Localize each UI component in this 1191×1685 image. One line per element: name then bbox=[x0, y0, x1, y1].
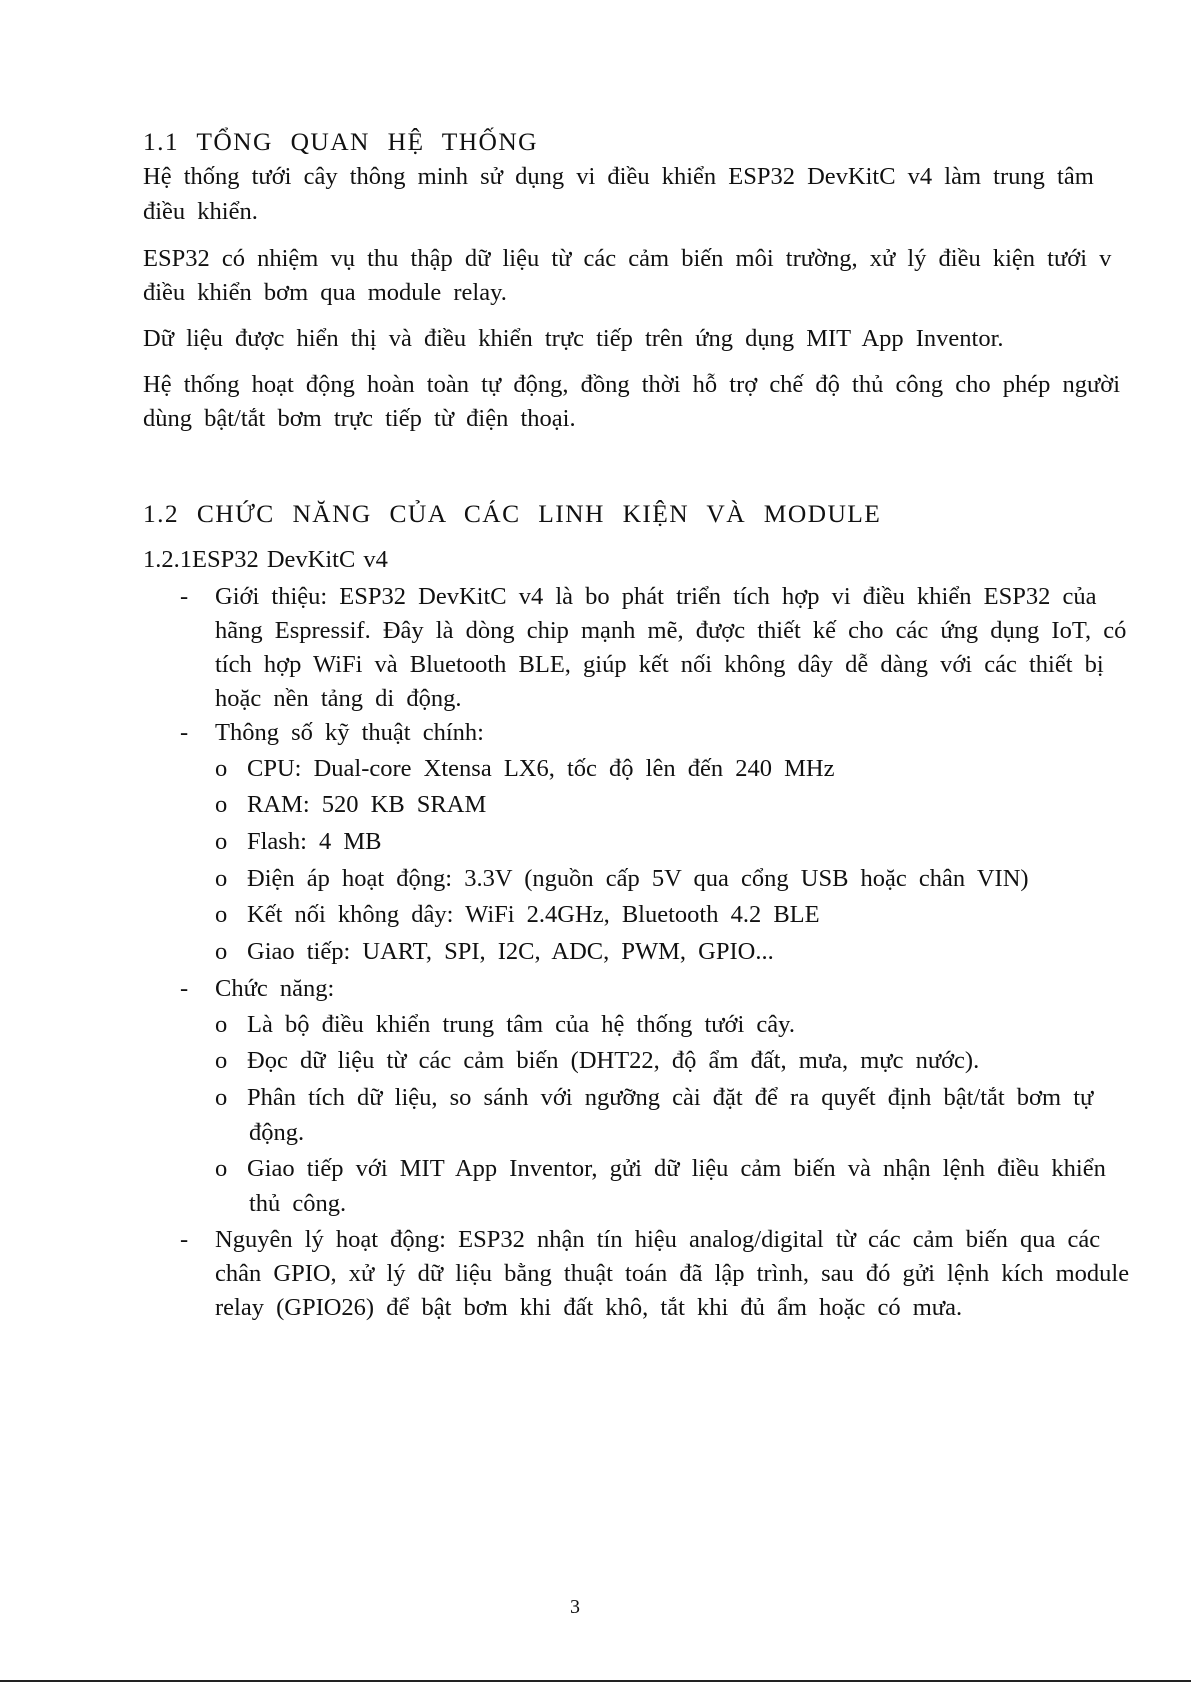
bullet-marker: o bbox=[215, 1011, 228, 1038]
bullet-marker: o bbox=[215, 938, 228, 965]
bullet-marker: o bbox=[215, 755, 228, 782]
function-item: Đọc dữ liệu từ các cảm biến (DHT22, độ ẩm đất, mưa, mực nước). bbox=[247, 1047, 980, 1074]
list-item-line: relay (GPIO26) để bật bơm khi đất khô, tắt khi đủ ẩm hoặc có mưa. bbox=[215, 1294, 963, 1321]
dash-marker: - bbox=[180, 1226, 189, 1253]
list-item-line: chân GPIO, xử lý dữ liệu bằng thuật toán đã lập trình, sau đó gửi lệnh kích module bbox=[215, 1260, 1130, 1287]
dash-marker: - bbox=[180, 975, 189, 1002]
list-item-line: Chức năng: bbox=[215, 975, 335, 1002]
list-item-line: Nguyên lý hoạt động: ESP32 nhận tín hiệu analog/digital từ các cảm biến qua các bbox=[215, 1226, 1101, 1253]
function-item: Giao tiếp với MIT App Inventor, gửi dữ liệu cảm biến và nhận lệnh điều khiển bbox=[247, 1155, 1106, 1182]
paragraph-line: điều khiển bơm qua module relay. bbox=[143, 279, 507, 306]
paragraph-line: Hệ thống hoạt động hoàn toàn tự động, đồng thời hỗ trợ chế độ thủ công cho phép người bbox=[143, 371, 1121, 398]
function-item-continuation: thủ công. bbox=[249, 1190, 347, 1217]
function-item: Là bộ điều khiển trung tâm của hệ thống tưới cây. bbox=[247, 1011, 795, 1038]
subsection-heading-1-2-1: 1.2.1ESP32 DevKitC v4 bbox=[143, 546, 388, 573]
spec-item: Flash: 4 MB bbox=[247, 828, 382, 855]
spec-item: CPU: Dual-core Xtensa LX6, tốc độ lên đến 240 MHz bbox=[247, 755, 835, 782]
bullet-marker: o bbox=[215, 901, 228, 928]
paragraph-line: điều khiển. bbox=[143, 198, 258, 225]
list-item-line: Giới thiệu: ESP32 DevKitC v4 là bo phát triển tích hợp vi điều khiển ESP32 của bbox=[215, 583, 1097, 610]
bullet-marker: o bbox=[215, 865, 228, 892]
bullet-marker: o bbox=[215, 1047, 228, 1074]
paragraph-line: Dữ liệu được hiển thị và điều khiển trực tiếp trên ứng dụng MIT App Inventor. bbox=[143, 325, 1004, 352]
function-item-continuation: động. bbox=[249, 1119, 305, 1146]
bullet-marker: o bbox=[215, 1084, 228, 1111]
page-number: 3 bbox=[570, 1596, 580, 1618]
section-heading-1-2: 1.2 CHỨC NĂNG CỦA CÁC LINH KIỆN VÀ MODULE bbox=[143, 499, 882, 528]
spec-item: Điện áp hoạt động: 3.3V (nguồn cấp 5V qua cổng USB hoặc chân VIN) bbox=[247, 865, 1029, 892]
list-item-line: hoặc nền tảng di động. bbox=[215, 685, 462, 712]
bullet-marker: o bbox=[215, 791, 228, 818]
function-item: Phân tích dữ liệu, so sánh với ngưỡng cài đặt để ra quyết định bật/tắt bơm tự bbox=[247, 1084, 1094, 1111]
dash-marker: - bbox=[180, 583, 189, 610]
spec-item: RAM: 520 KB SRAM bbox=[247, 791, 487, 818]
paragraph-line: Hệ thống tưới cây thông minh sử dụng vi điều khiển ESP32 DevKitC v4 làm trung tâm bbox=[143, 163, 1094, 190]
list-item-line: Thông số kỹ thuật chính: bbox=[215, 719, 484, 746]
section-heading-1-1: 1.1 TỔNG QUAN HỆ THỐNG bbox=[143, 127, 538, 156]
paragraph-line: ESP32 có nhiệm vụ thu thập dữ liệu từ các cảm biến môi trường, xử lý điều kiện tưới v bbox=[143, 245, 1112, 272]
spec-item: Kết nối không dây: WiFi 2.4GHz, Bluetooth 4.2 BLE bbox=[247, 901, 820, 928]
bullet-marker: o bbox=[215, 1155, 228, 1182]
list-item-line: hãng Espressif. Đây là dòng chip mạnh mẽ, được thiết kế cho các ứng dụng IoT, có bbox=[215, 617, 1127, 644]
list-item-line: tích hợp WiFi và Bluetooth BLE, giúp kết nối không dây dễ dàng với các thiết bị bbox=[215, 651, 1104, 678]
dash-marker: - bbox=[180, 719, 189, 746]
paragraph-line: dùng bật/tắt bơm trực tiếp từ điện thoại. bbox=[143, 405, 576, 432]
bullet-marker: o bbox=[215, 828, 228, 855]
page-bottom-rule bbox=[0, 1680, 1191, 1682]
spec-item: Giao tiếp: UART, SPI, I2C, ADC, PWM, GPIO... bbox=[247, 938, 774, 965]
